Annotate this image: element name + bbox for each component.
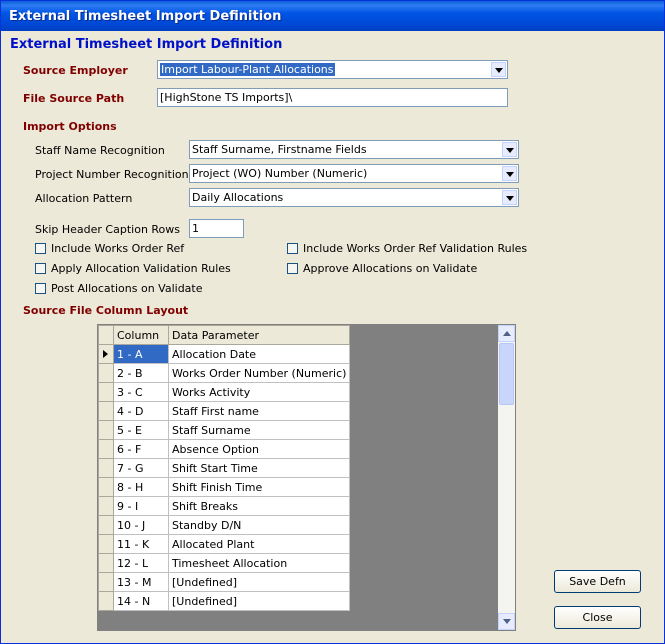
close-button[interactable]: Close (554, 606, 641, 629)
row-selector[interactable] (99, 478, 114, 497)
row-selector[interactable] (99, 516, 114, 535)
column-layout-grid[interactable] (97, 324, 516, 631)
chevron-down-icon[interactable] (491, 62, 506, 77)
table-row[interactable] (99, 478, 350, 497)
row-selector[interactable] (99, 573, 114, 592)
table-row[interactable] (99, 402, 350, 421)
post-allocations-label: Post Allocations on Validate (51, 282, 203, 295)
cell-data-parameter[interactable]: Standby D/N (169, 516, 350, 535)
column-header-column[interactable]: Column (114, 326, 169, 345)
cell-column[interactable]: 13 - M (114, 573, 169, 592)
table-row[interactable] (99, 459, 350, 478)
window-title: External Timesheet Import Definition (9, 9, 282, 24)
cell-data-parameter[interactable]: Works Order Number (Numeric) (169, 364, 350, 383)
grid-header-row (99, 326, 350, 345)
project-number-recognition-label: Project Number Recognition (35, 168, 189, 181)
grid-vertical-scrollbar[interactable] (498, 325, 515, 630)
form-heading: External Timesheet Import Definition (10, 37, 283, 52)
cell-column[interactable]: 6 - F (114, 440, 169, 459)
source-employer-label: Source Employer (23, 64, 128, 77)
scroll-up-icon[interactable] (498, 325, 515, 342)
allocation-pattern-label: Allocation Pattern (35, 192, 133, 205)
checkbox-box[interactable] (35, 263, 46, 274)
row-selector[interactable] (99, 535, 114, 554)
row-selector[interactable] (99, 459, 114, 478)
chevron-down-icon[interactable] (502, 166, 517, 181)
chevron-down-icon[interactable] (502, 190, 517, 205)
include-works-order-ref-validation-label: Include Works Order Ref Validation Rules (303, 242, 528, 255)
row-header-corner (99, 326, 114, 345)
table-row[interactable] (99, 535, 350, 554)
cell-data-parameter[interactable]: Staff Surname (169, 421, 350, 440)
file-source-path-input[interactable] (157, 88, 508, 107)
row-selector[interactable] (99, 592, 114, 611)
row-selector[interactable] (99, 421, 114, 440)
row-selector[interactable] (99, 402, 114, 421)
cell-data-parameter[interactable]: Allocated Plant (169, 535, 350, 554)
row-selector[interactable] (99, 345, 114, 364)
row-selector[interactable] (99, 364, 114, 383)
cell-column[interactable]: 2 - B (114, 364, 169, 383)
cell-column[interactable]: 8 - H (114, 478, 169, 497)
allocation-pattern-select[interactable] (189, 188, 519, 207)
table-row[interactable] (99, 383, 350, 402)
column-header-data-parameter[interactable]: Data Parameter (169, 326, 350, 345)
cell-data-parameter[interactable]: Staff First name (169, 402, 350, 421)
scroll-thumb[interactable] (499, 343, 514, 405)
project-number-recognition-select[interactable] (189, 164, 519, 183)
cell-column[interactable]: 5 - E (114, 421, 169, 440)
table-row[interactable] (99, 573, 350, 592)
chevron-down-icon[interactable] (502, 142, 517, 157)
table-row[interactable] (99, 421, 350, 440)
checkbox-box[interactable] (35, 283, 46, 294)
cell-data-parameter[interactable]: Works Activity (169, 383, 350, 402)
table-row[interactable] (99, 592, 350, 611)
cell-data-parameter[interactable]: Absence Option (169, 440, 350, 459)
cell-column[interactable]: 9 - I (114, 497, 169, 516)
checkbox-box[interactable] (287, 243, 298, 254)
row-selector[interactable] (99, 440, 114, 459)
import-options-label: Import Options (23, 120, 117, 133)
staff-name-recognition-select[interactable] (189, 140, 519, 159)
table-row[interactable] (99, 554, 350, 573)
apply-allocation-validation-label: Apply Allocation Validation Rules (51, 262, 231, 275)
column-layout-table (98, 325, 350, 611)
source-employer-value: Import Labour-Plant Allocations (161, 63, 334, 76)
approve-allocations-label: Approve Allocations on Validate (303, 262, 478, 275)
skip-header-rows-label: Skip Header Caption Rows (35, 223, 181, 236)
apply-allocation-validation-checkbox[interactable] (35, 262, 255, 276)
table-row[interactable] (99, 516, 350, 535)
cell-data-parameter[interactable]: [Undefined] (169, 573, 350, 592)
row-selector[interactable] (99, 554, 114, 573)
column-layout-label: Source File Column Layout (23, 304, 189, 317)
cell-column[interactable]: 10 - J (114, 516, 169, 535)
source-employer-select[interactable] (157, 60, 508, 79)
cell-column[interactable]: 3 - C (114, 383, 169, 402)
approve-allocations-checkbox[interactable] (287, 262, 527, 276)
file-source-path-label: File Source Path (23, 92, 125, 105)
cell-column[interactable]: 14 - N (114, 592, 169, 611)
include-works-order-ref-validation-checkbox[interactable] (287, 242, 527, 256)
cell-column[interactable]: 11 - K (114, 535, 169, 554)
skip-header-rows-input[interactable] (189, 219, 244, 238)
cell-data-parameter[interactable]: Shift Finish Time (169, 478, 350, 497)
cell-column[interactable]: 1 - A (114, 345, 169, 364)
allocation-pattern-value: Daily Allocations (192, 191, 284, 204)
staff-name-recognition-label: Staff Name Recognition (35, 144, 165, 157)
row-selector[interactable] (99, 383, 114, 402)
table-row[interactable] (99, 497, 350, 516)
file-source-path-value: [HighStone TS Imports]\ (160, 91, 293, 104)
table-row[interactable] (99, 440, 350, 459)
cell-column[interactable]: 7 - G (114, 459, 169, 478)
checkbox-box[interactable] (287, 263, 298, 274)
cell-data-parameter[interactable]: [Undefined] (169, 592, 350, 611)
project-number-recognition-value: Project (WO) Number (Numeric) (192, 167, 368, 180)
row-selector[interactable] (99, 497, 114, 516)
table-row[interactable] (99, 345, 350, 364)
post-allocations-checkbox[interactable] (35, 282, 255, 296)
checkbox-box[interactable] (35, 243, 46, 254)
title-bar[interactable] (1, 1, 664, 31)
scroll-down-icon[interactable] (498, 613, 515, 630)
cell-data-parameter[interactable]: Shift Breaks (169, 497, 350, 516)
skip-header-rows-value: 1 (192, 222, 199, 235)
save-defn-button[interactable]: Save Defn (554, 570, 641, 593)
current-row-pointer-icon (103, 350, 108, 358)
staff-name-recognition-value: Staff Surname, Firstname Fields (192, 143, 367, 156)
cell-data-parameter[interactable]: Allocation Date (169, 345, 350, 364)
cell-data-parameter[interactable]: Timesheet Allocation (169, 554, 350, 573)
cell-column[interactable]: 4 - D (114, 402, 169, 421)
table-row[interactable] (99, 364, 350, 383)
cell-data-parameter[interactable]: Shift Start Time (169, 459, 350, 478)
include-works-order-ref-checkbox[interactable] (35, 242, 255, 256)
include-works-order-ref-label: Include Works Order Ref (51, 242, 185, 255)
cell-column[interactable]: 12 - L (114, 554, 169, 573)
